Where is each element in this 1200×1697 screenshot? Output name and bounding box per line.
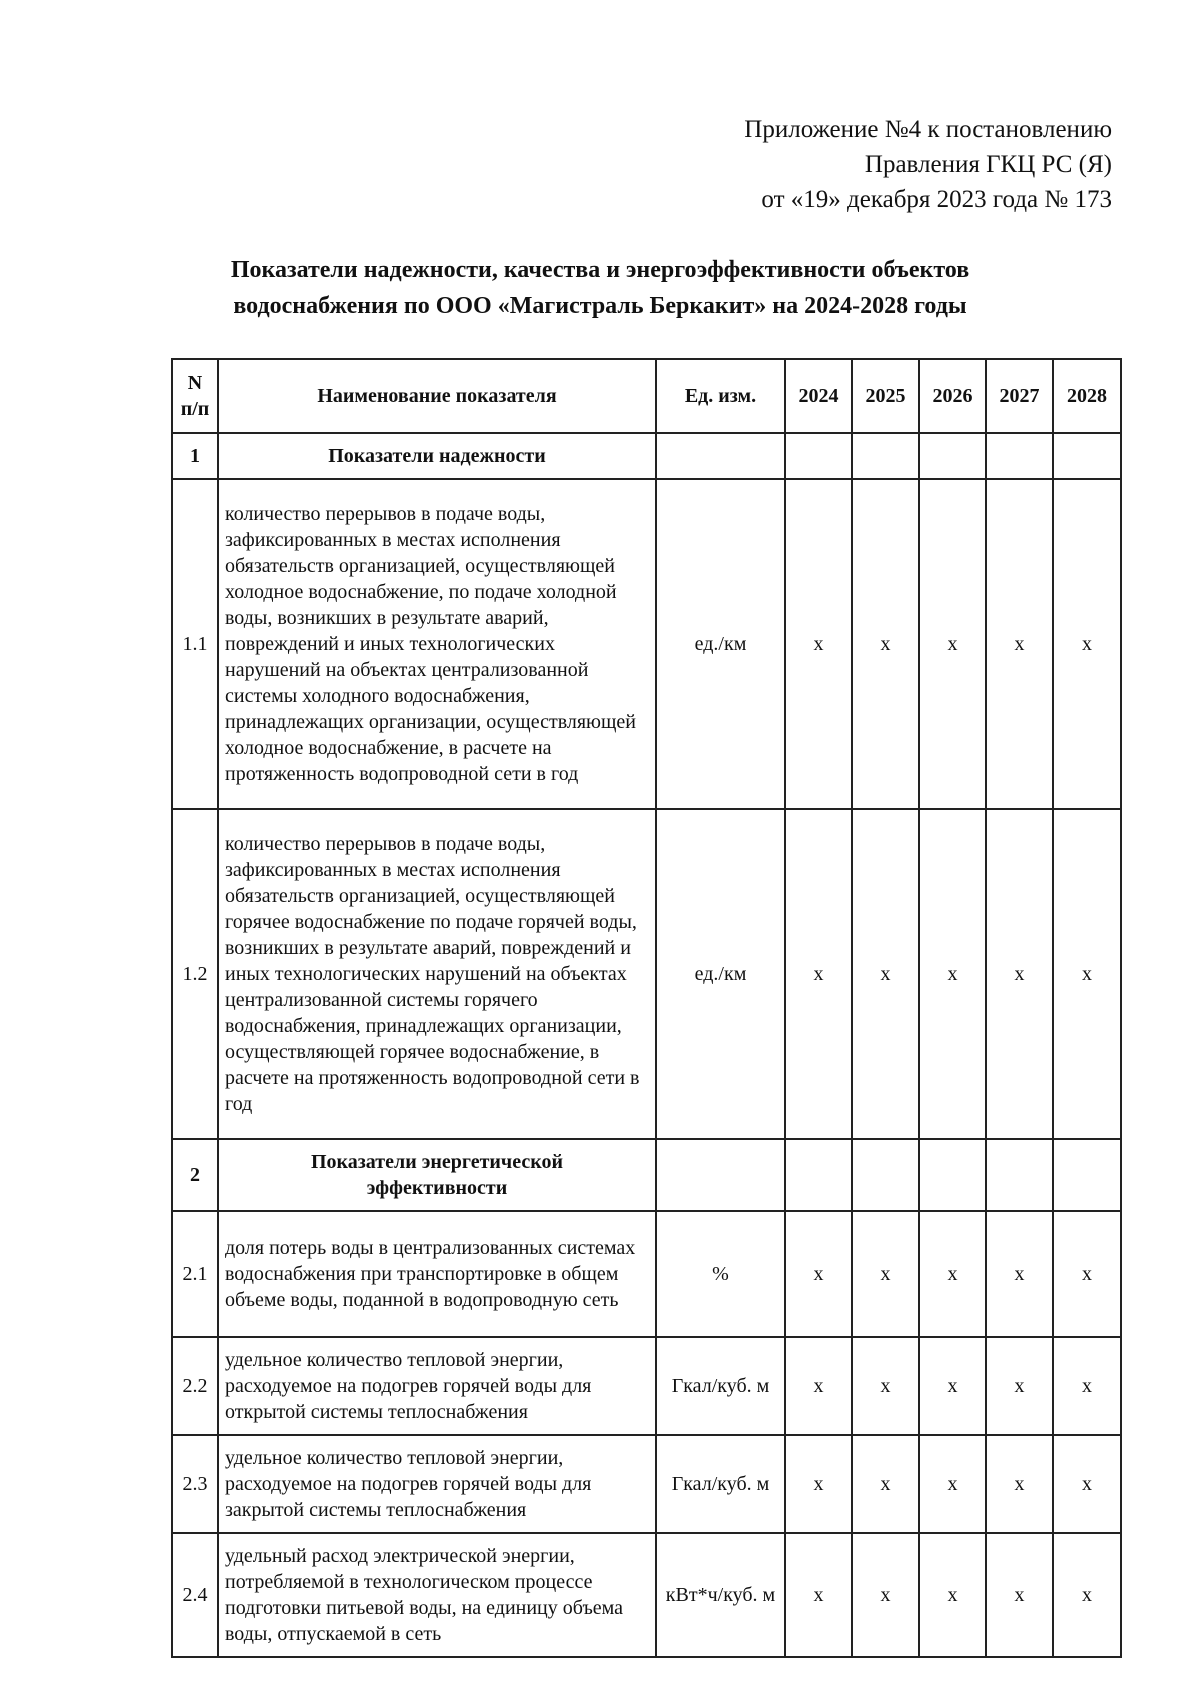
document-title bbox=[0, 252, 1200, 324]
row-unit bbox=[656, 1139, 785, 1211]
header-num-line-2: п/п bbox=[180, 398, 210, 420]
table-row bbox=[172, 1435, 1121, 1533]
row-value bbox=[1053, 433, 1121, 479]
row-value: х bbox=[852, 479, 919, 809]
row-value: х bbox=[1053, 1435, 1121, 1533]
row-value: х bbox=[1053, 1337, 1121, 1435]
row-unit: ед./км bbox=[656, 809, 785, 1139]
row-name: количество перерывов в подаче воды, зафиксированных в местах исполнения обязательств организацией, осуществляющей холодное водоснабжение, по подаче холодной воды, возникших в результате аварий, повреждений и иных технологических нарушений на объектах централизованной системы холодного водоснабжения, принадлежащих организации, осуществляющей холодное водоснабжение, в расчете на протяженность водопроводной сети в год bbox=[218, 479, 656, 809]
row-name: удельное количество тепловой энергии, расходуемое на подогрев горячей воды для закрытой системы теплоснабжения bbox=[218, 1435, 656, 1533]
header-date-line: от «19» декабря 2023 года № 173 bbox=[761, 186, 1112, 213]
row-value: х bbox=[852, 1533, 919, 1657]
row-unit: Гкал/куб. м bbox=[656, 1435, 785, 1533]
table-row-section bbox=[172, 433, 1121, 479]
row-num: 1.2 bbox=[172, 809, 218, 1139]
table-row bbox=[172, 1337, 1121, 1435]
row-value bbox=[852, 433, 919, 479]
row-num: 2.3 bbox=[172, 1435, 218, 1533]
row-value: х bbox=[919, 479, 986, 809]
row-value: х bbox=[785, 1533, 852, 1657]
header-year: 2025 bbox=[852, 359, 919, 433]
table-row bbox=[172, 479, 1121, 809]
row-value: х bbox=[785, 1337, 852, 1435]
row-unit: % bbox=[656, 1211, 785, 1337]
header-year: 2028 bbox=[1053, 359, 1121, 433]
row-num: 2 bbox=[172, 1139, 218, 1211]
row-value: х bbox=[852, 809, 919, 1139]
row-name: удельный расход электрической энергии, потребляемой в технологическом процессе подготовки питьевой воды, на единицу объема воды, отпускаемой в сеть bbox=[218, 1533, 656, 1657]
row-name: удельное количество тепловой энергии, расходуемое на подогрев горячей воды для открытой системы теплоснабжения bbox=[218, 1337, 656, 1435]
row-value: х bbox=[986, 1211, 1053, 1337]
row-unit: Гкал/куб. м bbox=[656, 1337, 785, 1435]
row-value: х bbox=[1053, 479, 1121, 809]
row-value bbox=[852, 1139, 919, 1211]
row-value: х bbox=[1053, 1533, 1121, 1657]
header-num bbox=[172, 359, 218, 433]
row-value: х bbox=[785, 1211, 852, 1337]
row-value: х bbox=[986, 809, 1053, 1139]
table-row bbox=[172, 1533, 1121, 1657]
row-unit bbox=[656, 433, 785, 479]
row-value: х bbox=[1053, 1211, 1121, 1337]
table-row bbox=[172, 809, 1121, 1139]
row-unit: кВт*ч/куб. м bbox=[656, 1533, 785, 1657]
row-value: х bbox=[986, 479, 1053, 809]
row-num: 1.1 bbox=[172, 479, 218, 809]
row-value: х bbox=[919, 1337, 986, 1435]
row-value: х bbox=[785, 809, 852, 1139]
header-unit: Ед. изм. bbox=[656, 359, 785, 433]
row-value bbox=[1053, 1139, 1121, 1211]
row-unit: ед./км bbox=[656, 479, 785, 809]
row-name: доля потерь воды в централизованных системах водоснабжения при транспортировке в общем объеме воды, поданной в водопроводную сеть bbox=[218, 1211, 656, 1337]
document-header bbox=[744, 112, 1112, 217]
table-row bbox=[172, 1211, 1121, 1337]
row-value bbox=[919, 433, 986, 479]
row-value: х bbox=[919, 1435, 986, 1533]
row-value: х bbox=[785, 1435, 852, 1533]
row-value: х bbox=[919, 1211, 986, 1337]
header-authority-line: Правления ГКЦ РС (Я) bbox=[864, 151, 1112, 178]
table-header-row bbox=[172, 359, 1121, 433]
row-num: 2.1 bbox=[172, 1211, 218, 1337]
row-value: х bbox=[986, 1435, 1053, 1533]
row-name: Показатели надежности bbox=[218, 433, 656, 479]
row-value: х bbox=[852, 1337, 919, 1435]
row-value: х bbox=[986, 1533, 1053, 1657]
row-value bbox=[785, 433, 852, 479]
row-value: х bbox=[785, 479, 852, 809]
row-value: х bbox=[919, 1533, 986, 1657]
row-value: х bbox=[1053, 809, 1121, 1139]
table-row-section bbox=[172, 1139, 1121, 1211]
row-num: 2.4 bbox=[172, 1533, 218, 1657]
row-value: х bbox=[852, 1435, 919, 1533]
header-year: 2024 bbox=[785, 359, 852, 433]
header-appendix-line: Приложение №4 к постановлению bbox=[744, 116, 1112, 143]
row-num: 1 bbox=[172, 433, 218, 479]
row-value bbox=[986, 433, 1053, 479]
row-name: количество перерывов в подаче воды, зафиксированных в местах исполнения обязательств организацией, осуществляющей горячее водоснабжение по подаче горячей воды, возникших в результате аварий, повреждений и иных технологических нарушений на объектах централизованной системы горячего водоснабжения, принадлежащих организации, осуществляющей горячее водоснабжение, в расчете на протяженность водопроводной сети в год bbox=[218, 809, 656, 1139]
row-value bbox=[919, 1139, 986, 1211]
row-num: 2.2 bbox=[172, 1337, 218, 1435]
row-value bbox=[986, 1139, 1053, 1211]
row-name: Показатели энергетической эффективности bbox=[218, 1139, 656, 1211]
header-year: 2026 bbox=[919, 359, 986, 433]
row-value: х bbox=[852, 1211, 919, 1337]
header-num-line-1: N bbox=[187, 372, 203, 394]
title-line-2: водоснабжения по ООО «Магистраль Беркакит» на 2024-2028 годы bbox=[233, 293, 967, 319]
row-value: х bbox=[986, 1337, 1053, 1435]
header-name: Наименование показателя bbox=[218, 359, 656, 433]
indicators-table bbox=[171, 358, 1122, 1658]
row-value bbox=[785, 1139, 852, 1211]
header-year: 2027 bbox=[986, 359, 1053, 433]
row-value: х bbox=[919, 809, 986, 1139]
title-line-1: Показатели надежности, качества и энергоэффективности объектов bbox=[230, 257, 970, 283]
